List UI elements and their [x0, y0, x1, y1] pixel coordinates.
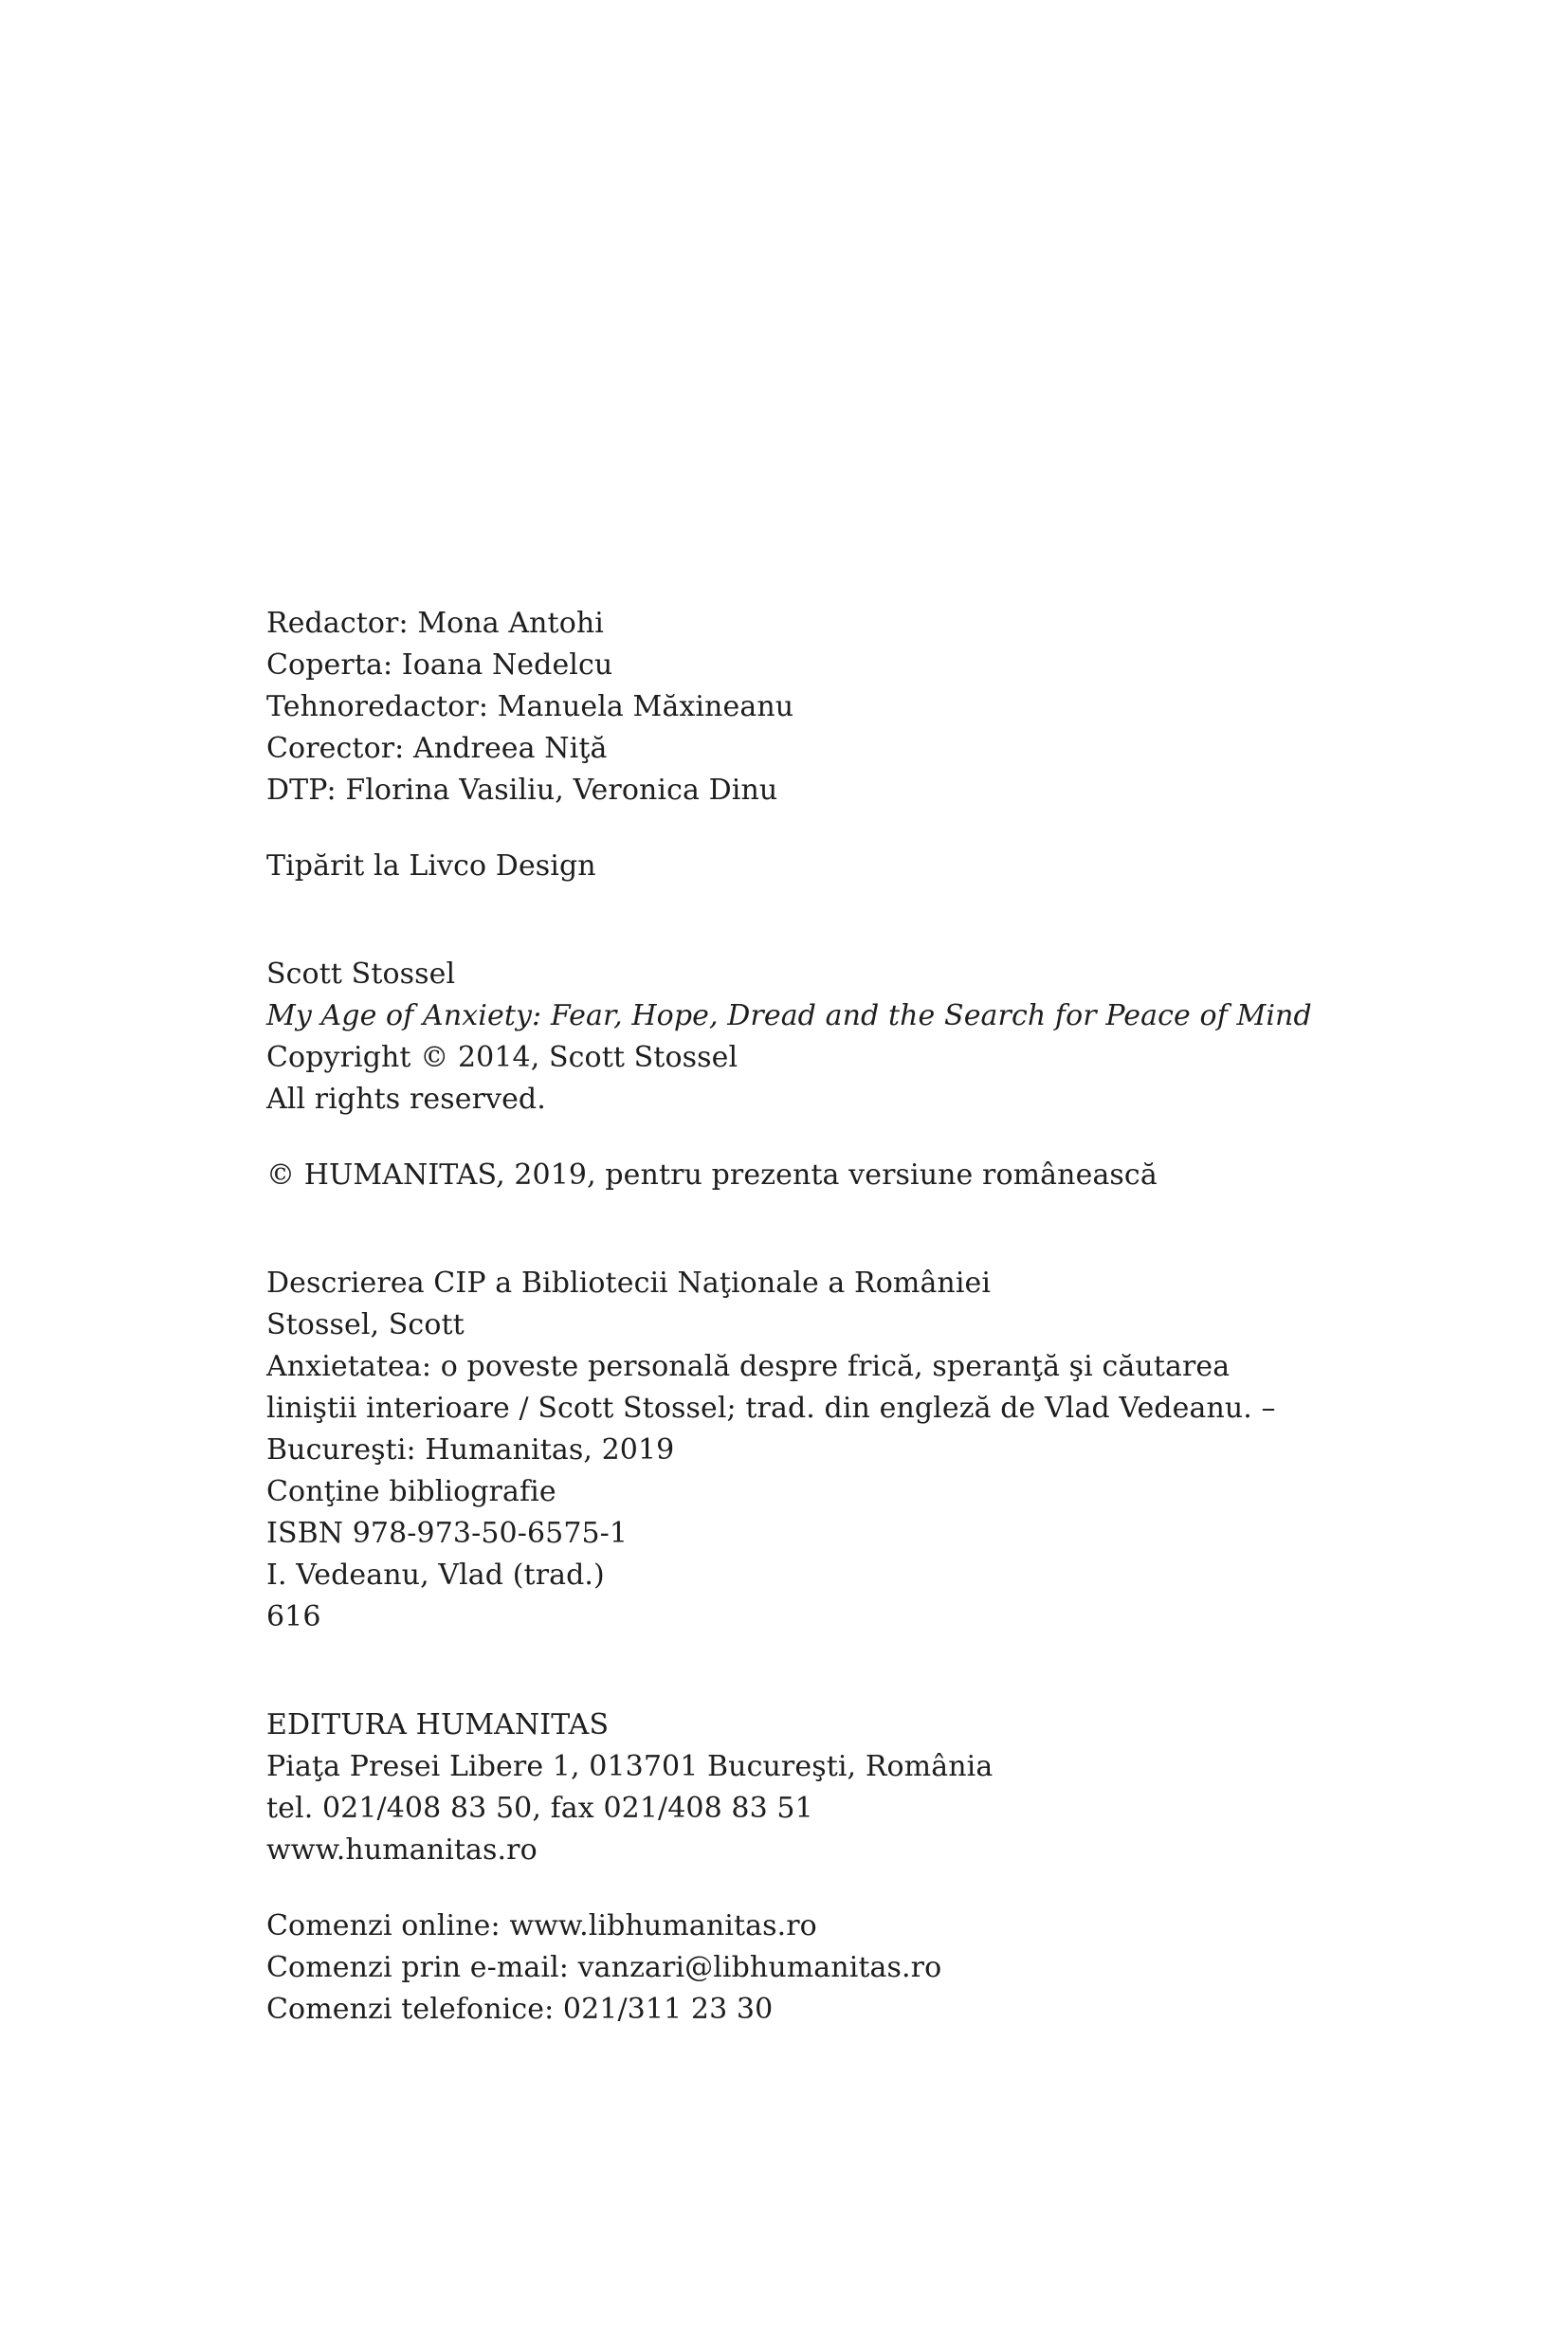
original-author: Scott Stossel: [266, 957, 456, 991]
original-copyright: Copyright © 2014, Scott Stossel: [266, 1041, 738, 1074]
orders-online: Comenzi online: www.libhumanitas.ro: [266, 1909, 817, 1942]
cip-imprint: Bucureşti: Humanitas, 2019: [266, 1433, 675, 1467]
publisher-name: EDITURA HUMANITAS: [266, 1708, 610, 1741]
cip-translator: I. Vedeanu, Vlad (trad.): [266, 1559, 605, 1592]
credit-coperta: Coperta: Ioana Nedelcu: [266, 648, 613, 682]
original-rights: All rights reserved.: [266, 1083, 546, 1116]
credit-redactor: Redactor: Mona Antohi: [266, 607, 604, 640]
printer-line: Tipărit la Livco Design: [266, 849, 596, 883]
cip-classification: 616: [266, 1600, 321, 1633]
credit-dtp: DTP: Florina Vasiliu, Veronica Dinu: [266, 774, 778, 807]
cip-note: Conţine bibliografie: [266, 1475, 556, 1508]
original-title: My Age of Anxiety: Fear, Hope, Dread and the Search for Peace of Mind: [266, 999, 1312, 1032]
credit-tehnoredactor: Tehnoredactor: Manuela Măxineanu: [266, 690, 794, 723]
publisher-phone: tel. 021/408 83 50, fax 021/408 83 51: [266, 1792, 813, 1825]
cip-title-line-1: Anxietatea: o poveste personală despre frică, speranţă şi căutarea: [266, 1350, 1231, 1383]
cip-title-line-2: liniştii interioare / Scott Stossel; trad. din engleză de Vlad Vedeanu. –: [266, 1392, 1276, 1425]
orders-phone: Comenzi telefonice: 021/311 23 30: [266, 1993, 774, 2026]
credit-corector: Corector: Andreea Niţă: [266, 732, 608, 765]
cip-author: Stossel, Scott: [266, 1308, 465, 1341]
orders-email: Comenzi prin e-mail: vanzari@libhumanitas.ro: [266, 1951, 942, 1984]
cip-isbn: ISBN 978-973-50-6575-1: [266, 1517, 629, 1550]
cip-heading: Descrierea CIP a Bibliotecii Naţionale a României: [266, 1267, 992, 1300]
romanian-copyright: © HUMANITAS, 2019, pentru prezenta versiune românească: [266, 1158, 1158, 1192]
publisher-address: Piaţa Presei Libere 1, 013701 Bucureşti, România: [266, 1750, 994, 1783]
publisher-web: www.humanitas.ro: [266, 1833, 538, 1867]
